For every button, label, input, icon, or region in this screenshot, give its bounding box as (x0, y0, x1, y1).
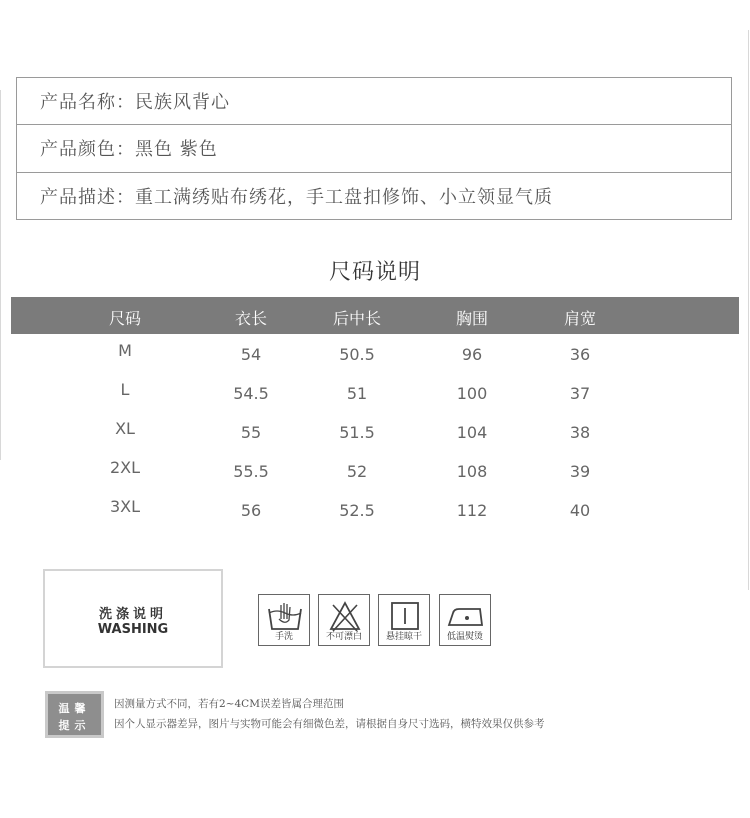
chest-cell: 104 (456, 423, 488, 442)
chest-cell: 112 (456, 501, 488, 520)
header-chest: 胸围 (455, 309, 488, 328)
notice-badge (45, 691, 104, 738)
length-cell: 54.5 (233, 384, 269, 403)
table-row (11, 375, 739, 414)
washing-title-en: WASHING (97, 622, 169, 637)
shoulder-cell: 36 (569, 345, 591, 364)
length-cell: 54 (240, 345, 262, 364)
notice-line-1: 因测量方式不同，若有2~4CM误差皆属合理范围 (114, 698, 344, 710)
header-back-length: 后中长 (332, 309, 381, 328)
product-description-row: 产品描述：重工满绣贴布绣花，手工盘扣修饰、小立领显气质 (40, 187, 553, 208)
header-size: 尺码 (108, 309, 141, 328)
size-cell: XL (115, 419, 135, 438)
chest-cell: 100 (456, 384, 488, 403)
back-length-cell: 52 (346, 462, 368, 481)
chest-cell: 108 (456, 462, 488, 481)
length-cell: 55.5 (233, 462, 269, 481)
size-table (11, 297, 739, 531)
washing-title-cn: 洗涤说明 (98, 607, 167, 622)
size-cell: 2XL (109, 458, 141, 477)
hand-wash-label: 手洗 (274, 632, 293, 642)
notice-badge-top: 温馨 (58, 702, 91, 715)
hang-dry-icon (378, 594, 430, 646)
washing-instructions-box (43, 569, 223, 668)
hand-wash-icon (258, 594, 310, 646)
notice-badge-bottom: 提示 (58, 719, 91, 732)
back-length-cell: 52.5 (339, 501, 375, 520)
shoulder-cell: 39 (569, 462, 591, 481)
shoulder-cell: 38 (569, 423, 591, 442)
product-name-row: 产品名称：民族风背心 (17, 78, 731, 125)
low-iron-icon (439, 594, 491, 646)
size-cell: M (118, 341, 132, 360)
table-row (11, 492, 739, 531)
size-cell: 3XL (109, 497, 141, 516)
no-bleach-icon (318, 594, 370, 646)
table-row (11, 453, 739, 492)
length-cell: 55 (240, 423, 262, 442)
back-length-cell: 50.5 (339, 345, 375, 364)
low-iron-label: 低温熨烫 (446, 632, 483, 642)
header-length: 衣长 (234, 309, 267, 328)
chest-cell: 96 (461, 345, 483, 364)
length-cell: 56 (240, 501, 262, 520)
back-length-cell: 51 (346, 384, 368, 403)
right-edge-line (748, 30, 749, 590)
size-table-header (11, 297, 739, 334)
product-info-box (16, 77, 732, 220)
no-bleach-label: 不可漂白 (325, 632, 362, 642)
header-shoulder: 肩宽 (563, 309, 596, 328)
size-cell: L (120, 380, 130, 399)
size-chart-title: 尺码说明 (328, 260, 421, 285)
shoulder-cell: 40 (569, 501, 591, 520)
shoulder-cell: 37 (569, 384, 591, 403)
notice-line-2: 因个人显示器差异，图片与实物可能会有细微色差，请根据自身尺寸选码，横特效果仅供参考 (114, 718, 545, 730)
hang-dry-label: 悬挂晾干 (385, 632, 422, 642)
product-color-row: 产品颜色：黑色 紫色 (17, 124, 731, 173)
back-length-cell: 51.5 (339, 423, 375, 442)
table-row (11, 336, 739, 375)
table-row (11, 414, 739, 453)
